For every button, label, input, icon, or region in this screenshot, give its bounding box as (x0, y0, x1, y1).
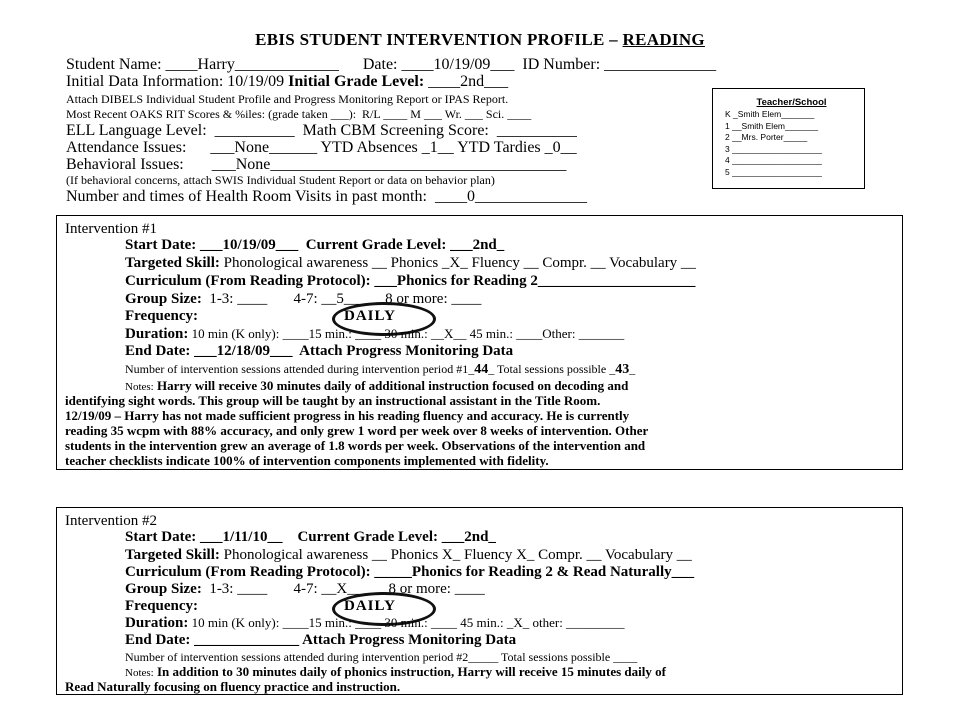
intervention-2-group: Group Size: 1-3: ____ 4-7: __X___ 8 or more: ____ (125, 581, 485, 597)
teacher-row-2: 2 __Mrs. Porter_____ (725, 132, 808, 142)
initial-data-line: Initial Data Information: 10/19/09 Initial Grade Level: ____2nd___ (66, 73, 509, 90)
teacher-school-box (712, 88, 865, 189)
intervention-2-notes-line: Read Naturally focusing on fluency practice and instruction. (65, 679, 401, 694)
intervention-1-start: Start Date: ___10/19/09___ Current Grade Level: ___2nd_ (125, 237, 505, 253)
intervention-2-frequency: Frequency: (125, 598, 199, 614)
intervention-1-notes-line: teacher checklists indicate 100% of intervention components implemented with fidelity. (65, 453, 549, 468)
intervention-1-notes-line: 12/19/09 – Harry has not made sufficient progress in his reading fluency and accuracy. He is currently (65, 408, 630, 423)
intervention-1-notes-line: identifying sight words. This group will be taught by an instructional assistant in the Title Room. (65, 393, 601, 408)
intervention-1-curriculum: Curriculum (From Reading Protocol): ___Phonics for Reading 2_____________________ (125, 273, 696, 289)
attendance-line: Attendance Issues: ___None______ YTD Absences _1__ YTD Tardies _0__ (66, 139, 577, 156)
intervention-2-frequency-value: DAILY (344, 598, 396, 614)
intervention-1-notes-line: students in the intervention grew an average of 1.8 words per week. Observations of the intervention and (65, 438, 646, 453)
teacher-school-heading: Teacher/School (756, 97, 827, 108)
intervention-1-end: End Date: ___12/18/09___ Attach Progress Monitoring Data (125, 343, 514, 359)
intervention-1-box (56, 215, 903, 470)
intervention-2-end: End Date: ______________ Attach Progress Monitoring Data (125, 632, 517, 648)
student-name-line: Student Name: ____Harry_____________ Date: ____10/19/09___ ID Number: ______________ (66, 56, 717, 73)
oaks-scores-line: Most Recent OAKS RIT Scores & %iles: (grade taken ___): R/L ____ M ___ Wr. ___ Sci. ____ (66, 107, 532, 121)
document-title: EBIS STUDENT INTERVENTION PROFILE – READING (255, 30, 705, 49)
intervention-1-notes-first: Notes: Harry will receive 30 minutes daily of additional instruction focused on decoding and (125, 378, 629, 393)
intervention-1-duration: Duration: 10 min (K only): ____15 min.: ____ 30 min.: __X__ 45 min.: ____Other: _______ (125, 326, 625, 342)
intervention-1-frequency: Frequency: (125, 308, 199, 324)
intervention-1-frequency-value: DAILY (344, 308, 396, 324)
intervention-1-label: Intervention #1 (65, 221, 158, 237)
teacher-row-5: 5 ___________________ (725, 166, 822, 177)
intervention-2-duration: Duration: 10 min (K only): ____15 min.: ____ 30 min.: ____ 45 min.: _X_ other: _________ (125, 615, 625, 631)
intervention-1-sessions: Number of intervention sessions attended during intervention period #1_44_ Total sessions possible _43_ (125, 362, 636, 377)
intervention-1-group: Group Size: 1-3: ____ 4-7: __5___ 8 or more: ____ (125, 291, 482, 307)
subject-label: READING (622, 30, 705, 49)
intervention-2-skill: Targeted Skill: Phonological awareness __ Phonics X_ Fluency X_ Compr. __ Vocabulary __ (125, 547, 692, 563)
intervention-2-start: Start Date: ___1/11/10__ Current Grade Level: ___2nd_ (125, 529, 496, 545)
intervention-2-notes-first: Notes: In addition to 30 minutes daily of phonics instruction, Harry will receive 15 minutes daily of (125, 664, 666, 679)
teacher-row-k: K _Smith Elem_______ (725, 109, 815, 119)
behavioral-line: Behavioral Issues: ___None_____________________________________ (66, 156, 567, 173)
intervention-1-skill: Targeted Skill: Phonological awareness __ Phonics _X_ Fluency __ Compr. __ Vocabulary __ (125, 255, 696, 271)
health-room-line: Number and times of Health Room Visits in past month: ____0______________ (66, 188, 587, 205)
teacher-row-4: 4 ___________________ (725, 155, 822, 165)
intervention-2-label: Intervention #2 (65, 513, 158, 529)
intervention-2-curriculum: Curriculum (From Reading Protocol): _____Phonics for Reading 2 & Read Naturally___ (125, 564, 695, 580)
teacher-row-1: 1 __Smith Elem_______ (725, 120, 819, 131)
dibels-instruction: Attach DIBELS Individual Student Profile and Progress Monitoring Report or IPAS Report. (66, 92, 509, 106)
teacher-row-3: 3 ___________________ (725, 143, 822, 154)
behavior-note: (If behavioral concerns, attach SWIS Individual Student Report or data on behavior plan) (66, 173, 495, 187)
intervention-2-box (56, 507, 903, 695)
intervention-2-sessions: Number of intervention sessions attended during intervention period #2_____ Total sessions possible ____ (125, 650, 638, 664)
ell-math-line: ELL Language Level: __________ Math CBM Screening Score: __________ (66, 122, 577, 139)
intervention-1-notes-line: reading 35 wcpm with 88% accuracy, and only grew 1 word per week over 8 weeks of intervention. Other (65, 423, 649, 438)
